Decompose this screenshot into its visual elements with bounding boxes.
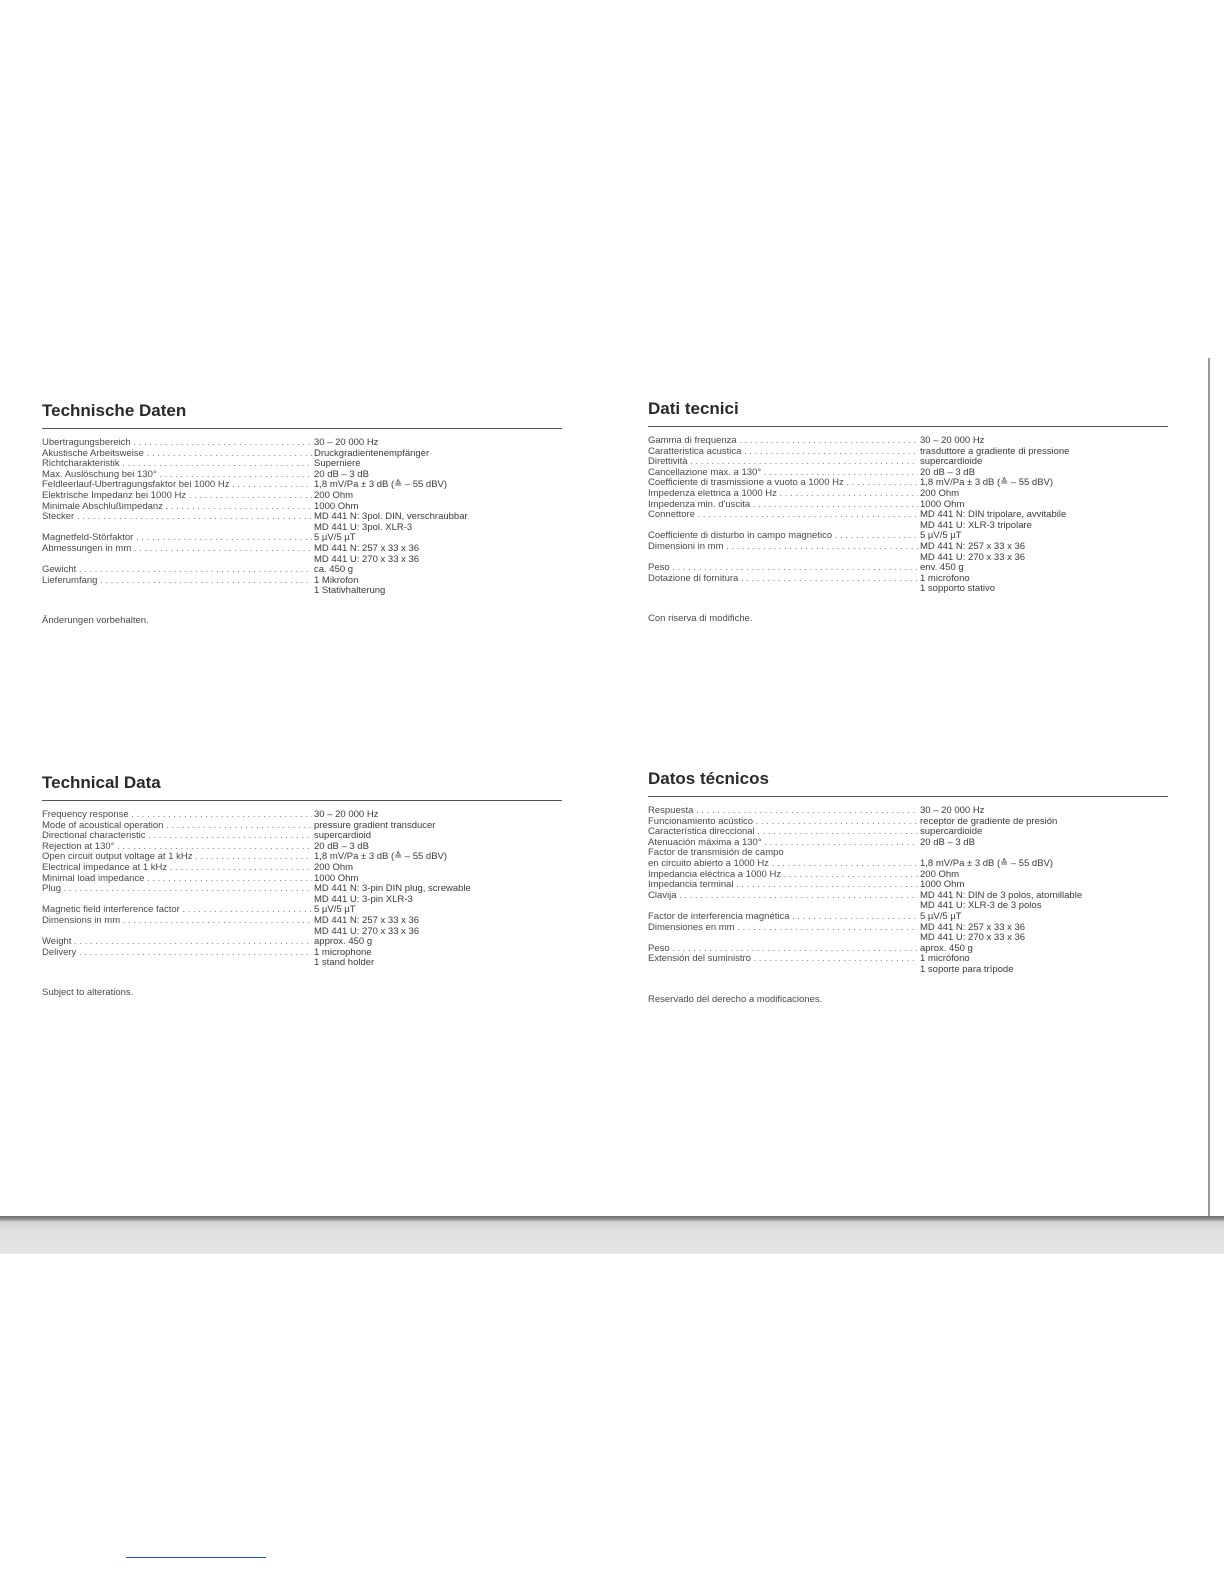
spec-value-line: 200 Ohm [314, 489, 354, 501]
spec-value-line: 30 – 20 000 Hz [314, 809, 379, 820]
spec-value-line: trasduttore a gradiente di pressione [920, 445, 1070, 457]
spec-value-line: 1 Stativhalterung [314, 585, 386, 597]
spec-value [314, 810, 378, 821]
section-dati-tecnici [648, 398, 1168, 624]
section-note: Subject to alterations. [42, 986, 134, 998]
spec-value-line: supercardioide [920, 456, 983, 468]
spec-value-line: supercardioid [314, 830, 372, 842]
spec-value-line: MD 441 U: XLR-3 de 3 polos [920, 900, 1042, 912]
spec-value [920, 912, 962, 923]
spec-label: Dotazione di fornitura . . . [648, 574, 918, 585]
spec-label: Impedancia eléctrica a 1000 Hz . . . [648, 870, 918, 881]
spec-label: Minimal load impedance . . . [42, 874, 312, 885]
section-note: Änderungen vorbehalten. [42, 614, 149, 626]
spec-value-line: 20 dB – 3 dB [920, 466, 975, 478]
spec-value [920, 891, 1082, 912]
spec-value [920, 436, 984, 447]
spec-label: Impedenza elettrica a 1000 Hz . . . [648, 489, 918, 500]
spec-label: Impedenza min. d'uscita . . . [648, 500, 918, 511]
spec-label: Max. Auslöschung bei 130° . . . [42, 470, 312, 481]
spec-label: Stecker . . . [42, 512, 312, 523]
spec-label: Caratteristica acustica . . . [648, 447, 918, 458]
spec-label: Akustische Arbeitsweise . . . [42, 449, 312, 460]
spec-value-line: MD 441 U: 270 x 33 x 36 [920, 932, 1026, 944]
spec-row [648, 838, 1168, 849]
spec-value [920, 838, 975, 849]
spec-label: Magnetfeld-Störfaktor . . . [42, 533, 312, 544]
spec-label: Dimensiones en mm . . . [648, 923, 918, 934]
spec-row [648, 542, 1168, 563]
section-technische-daten [42, 400, 562, 626]
spec-value [920, 923, 1025, 944]
spec-label: Lieferumfang . . . [42, 576, 312, 587]
spec-value-line: MD 441 N: DIN de 3 polos, atornillable [920, 889, 1083, 901]
spec-label: Factor de transmisión de campo [648, 848, 784, 859]
spec-row [42, 842, 562, 853]
spec-value-line: approx. 450 g [314, 936, 373, 948]
spec-label: Respuesta . . . [648, 806, 918, 817]
spec-row [648, 574, 1168, 595]
spec-row [42, 905, 562, 916]
spec-table [648, 806, 1168, 976]
spec-row [42, 565, 562, 576]
spec-value [314, 948, 374, 969]
spec-value-line: 200 Ohm [314, 861, 354, 873]
spec-value-line: 1 sopporto stativo [920, 583, 995, 595]
spec-row [648, 457, 1168, 468]
title-rule [648, 796, 1168, 797]
spec-value [314, 576, 385, 597]
spec-row [42, 937, 562, 948]
spec-row [42, 916, 562, 937]
spec-row [648, 500, 1168, 511]
spec-value-line: 20 dB – 3 dB [314, 468, 369, 480]
spec-value-line: env. 450 g [920, 562, 964, 574]
spec-value-line: 1 microfono [920, 572, 970, 584]
spec-label: Atenuación máxima a 130° . . . [648, 838, 918, 849]
spec-row [648, 891, 1168, 912]
spec-row [42, 459, 562, 470]
scan-bottom-edge [0, 1216, 1224, 1254]
spec-value-line: MD 441 U: 270 x 33 x 36 [314, 925, 420, 937]
spec-row [648, 944, 1168, 955]
spec-value-line: 1 micrófono [920, 953, 970, 965]
spec-label: Direttività . . . [648, 457, 918, 468]
spec-row [42, 470, 562, 481]
spec-row [648, 510, 1168, 531]
spec-row [42, 449, 562, 460]
spec-row [648, 468, 1168, 479]
spec-row [42, 852, 562, 863]
spec-value-line: Superniere [314, 458, 361, 470]
title-rule [42, 428, 562, 429]
spec-value [314, 438, 378, 449]
spec-row [648, 447, 1168, 458]
spec-row [42, 810, 562, 821]
spec-label: Peso . . . [648, 944, 918, 955]
spec-row [42, 831, 562, 842]
spec-label: Elektrische Impedanz bei 1000 Hz . . . [42, 491, 312, 502]
spec-label: Plug . . . [42, 884, 312, 895]
spec-value-line: MD 441 U: 3-pin XLR-3 [314, 893, 413, 905]
spec-label: Dimensions in mm . . . [42, 916, 312, 927]
spec-label: Funcionamiento acústico . . . [648, 817, 918, 828]
spec-value [920, 806, 984, 817]
spec-row [648, 478, 1168, 489]
title-rule [42, 800, 562, 801]
spec-row [42, 576, 562, 597]
spec-value-line: 1,8 mV/Pa ± 3 dB (≙ – 55 dBV) [314, 851, 448, 863]
spec-value-line: 1000 Ohm [314, 872, 359, 884]
page-edge-shadow [1208, 358, 1210, 1238]
spec-label: Clavija . . . [648, 891, 918, 902]
spec-row [648, 806, 1168, 817]
spec-label: Rejection at 130° . . . [42, 842, 312, 853]
spec-label: Übertragungsbereich . . . [42, 438, 312, 449]
spec-value-line: 5 µV/5 µT [314, 904, 356, 916]
spec-row [42, 874, 562, 885]
spec-row [42, 948, 562, 969]
spec-label: Magnetic field interference factor . . . [42, 905, 312, 916]
spec-value [314, 544, 419, 565]
spec-value-line: 1000 Ohm [920, 879, 965, 891]
spec-value [920, 489, 959, 500]
spec-value [920, 954, 1013, 975]
spec-value-line: MD 441 N: DIN tripolare, avvitabile [920, 509, 1067, 521]
spec-row [42, 863, 562, 874]
spec-row [42, 884, 562, 905]
spec-value-line: MD 441 N: 257 x 33 x 36 [314, 914, 420, 926]
spec-value-line: MD 441 N: 257 x 33 x 36 [920, 540, 1026, 552]
spec-value-line: aprox. 450 g [920, 942, 973, 954]
spec-value-line: MD 441 U: 270 x 33 x 36 [314, 553, 420, 565]
spec-value [920, 542, 1025, 563]
spec-label: Delivery . . . [42, 948, 312, 959]
spec-label: Impedancia terminal . . . [648, 880, 918, 891]
spec-value [920, 859, 1053, 870]
spec-label: Open circuit output voltage at 1 kHz . . . [42, 852, 312, 863]
spec-value-line: 1,8 mV/Pa ± 3 dB (≙ – 55 dBV) [920, 857, 1054, 869]
title-rule [648, 426, 1168, 427]
spec-label: en circuito abierto a 1000 Hz . . . [648, 859, 918, 870]
spec-label: Característica direccional . . . [648, 827, 918, 838]
spec-label: Connettore . . . [648, 510, 918, 521]
spec-value-line: 200 Ohm [920, 487, 960, 499]
spec-row [42, 491, 562, 502]
section-datos-tecnicos [648, 768, 1168, 1005]
spec-row [648, 489, 1168, 500]
spec-value-line: 1,8 mV/Pa ± 3 dB (≙ – 55 dBV) [920, 477, 1054, 489]
spec-value [314, 512, 468, 533]
spec-label: Electrical impedance at 1 kHz . . . [42, 863, 312, 874]
spec-table [42, 438, 562, 597]
spec-value-line: 1000 Ohm [920, 498, 965, 510]
spec-row [648, 954, 1168, 975]
spec-value-line: 5 µV/5 µT [920, 910, 962, 922]
spec-row [648, 436, 1168, 447]
spec-value-line: 1 Mikrofon [314, 574, 359, 586]
spec-label: Mode of acoustical operation . . . [42, 821, 312, 832]
spec-label: Directional characteristic . . . [42, 831, 312, 842]
spec-value-line: MD 441 U: 3pol. XLR-3 [314, 521, 413, 533]
spec-row [648, 563, 1168, 574]
section-note: Con riserva di modifiche. [648, 612, 753, 624]
spec-value-line: pressure gradient transducer [314, 819, 436, 831]
spec-value-line: MD 441 N: 3-pin DIN plug, screwable [314, 883, 471, 895]
spec-label: Gamma di frequenza . . . [648, 436, 918, 447]
spec-value [314, 863, 353, 874]
spec-value [314, 491, 353, 502]
spec-value-line: 1 soporte para trípode [920, 963, 1014, 975]
spec-row [42, 533, 562, 544]
spec-label: Feldleerlauf-Übertragungsfaktor bei 1000 Hz . . . [42, 480, 312, 491]
spec-label: Weight . . . [42, 937, 312, 948]
spec-value-line: 1000 Ohm [314, 500, 359, 512]
section-title: Technical Data [42, 773, 161, 792]
spec-value [314, 916, 419, 937]
spec-label: Extensión del suministro . . . [648, 954, 918, 965]
spec-value [920, 510, 1066, 531]
spec-row [42, 438, 562, 449]
spec-row [42, 821, 562, 832]
spec-row [648, 870, 1168, 881]
spec-table [648, 436, 1168, 595]
spec-label: Minimale Abschlußimpedanz . . . [42, 502, 312, 513]
section-title: Technische Daten [42, 401, 187, 420]
spec-row [648, 912, 1168, 923]
spec-label: Abmessungen in mm . . . [42, 544, 312, 555]
spec-table [42, 810, 562, 969]
spec-row [648, 880, 1168, 891]
spec-value-line: ca. 450 g [314, 564, 354, 576]
spec-row [648, 817, 1168, 828]
spec-value [920, 574, 995, 595]
spec-value-line: 20 dB – 3 dB [314, 840, 369, 852]
spec-value-line: 30 – 20 000 Hz [314, 437, 379, 448]
link-underline [126, 1557, 266, 1558]
spec-label: Dimensioni in mm . . . [648, 542, 918, 553]
spec-label: Coefficiente di trasmissione a vuoto a 1000 Hz . . . [648, 478, 918, 489]
spec-value-line: Druckgradientenempfänger [314, 447, 430, 459]
spec-value-line: supercardioide [920, 826, 983, 838]
spec-label: Richtcharakteristik . . . [42, 459, 312, 470]
spec-value-line: 1 microphone [314, 946, 372, 958]
section-technical-data [42, 772, 562, 998]
spec-row [648, 923, 1168, 944]
spec-label: Frequency response . . . [42, 810, 312, 821]
spec-row [42, 512, 562, 533]
section-note: Reservado del derecho a modificaciones. [648, 993, 823, 1005]
spec-value-line: MD 441 N: 257 x 33 x 36 [920, 921, 1026, 933]
spec-value-line: 5 µV/5 µT [920, 530, 962, 542]
spec-row [648, 827, 1168, 838]
spec-row [42, 480, 562, 491]
spec-value-line: MD 441 U: 270 x 33 x 36 [920, 551, 1026, 563]
spec-value-line: 30 – 20 000 Hz [920, 805, 985, 816]
spec-value-line: receptor de gradiente de presión [920, 815, 1058, 827]
spec-label: Cancellazione max. a 130° . . . [648, 468, 918, 479]
spec-value-line: 1 stand holder [314, 957, 375, 969]
spec-row [648, 848, 1168, 859]
spec-row [648, 531, 1168, 542]
spec-row [648, 859, 1168, 870]
spec-row [42, 544, 562, 565]
spec-value-line: 1,8 mV/Pa ± 3 dB (≙ – 55 dBV) [314, 479, 448, 491]
spec-value-line: MD 441 N: 3pol. DIN, verschraubbar [314, 511, 468, 523]
spec-row [42, 502, 562, 513]
spec-label: Factor de interferencia magnética . . . [648, 912, 918, 923]
spec-value-line: 30 – 20 000 Hz [920, 435, 985, 446]
spec-value-line: 20 dB – 3 dB [920, 836, 975, 848]
spec-label: Coefficiente di disturbo in campo magnetico . . . [648, 531, 918, 542]
spec-value-line: MD 441 U: XLR-3 tripolare [920, 519, 1032, 531]
spec-value-line: 5 µV/5 µT [314, 532, 356, 544]
spec-label: Peso . . . [648, 563, 918, 574]
spec-value-line: 200 Ohm [920, 868, 960, 880]
section-title: Dati tecnici [648, 399, 739, 418]
section-title: Datos técnicos [648, 769, 769, 788]
spec-value [314, 884, 471, 905]
spec-label: Gewicht . . . [42, 565, 312, 576]
spec-value-line: MD 441 N: 257 x 33 x 36 [314, 542, 420, 554]
